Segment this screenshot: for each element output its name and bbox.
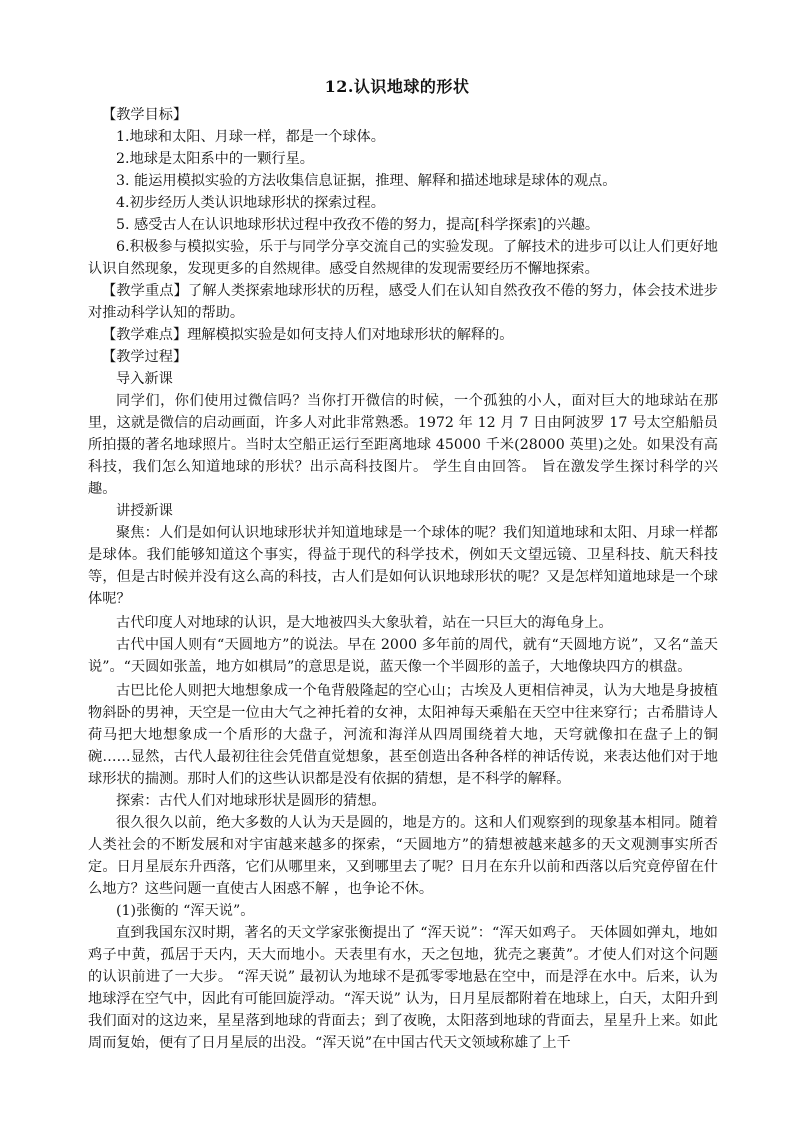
subheading-new-lesson: 讲授新课 [116, 503, 173, 519]
body-paragraph: 聚焦：人们是如何认识地球形状并知道地球是一个球体的呢？我们知道地球和太阳、月球一样都是球体。我们能够知道这个事实，得益于现代的科学技术，例如天文望远镜、卫星科技、航天科技等，但是古时候并没有这么高的科技，古人们是如何认识地球形状的呢？又是怎样知道地球是一个球体呢？ [88, 525, 718, 607]
document-body [88, 104, 718, 1054]
section-heading-process: 【教学过程】 [102, 349, 188, 365]
subheading-introduction: 导入新课 [116, 371, 173, 387]
page-title: 12.认识地球的形状 [324, 77, 470, 96]
body-paragraph: 古代印度人对地球的认识，是大地被四头大象驮着，站在一只巨大的海龟身上。 [116, 615, 613, 631]
body-paragraph: 探索：古代人们对地球形状是圆形的猜想。 [116, 793, 386, 809]
objective-item: 2.地球是太阳系中的一颗行星。 [116, 151, 314, 167]
objective-item: 4.初步经历人类认识地球形状的探索过程。 [116, 195, 385, 211]
objective-item: 1.地球和太阳、月球一样，都是一个球体。 [116, 129, 385, 145]
objective-item: 5. 感受古人在认识地球形状过程中孜孜不倦的努力，提高[科学探索]的兴趣。 [116, 217, 600, 233]
body-paragraph: 古巴比伦人则把大地想象成一个龟背般隆起的空心山；古埃及人更相信神灵，认为大地是身披植物斜卧的男神，天空是一位由大气之神托着的女神，太阳神每天乘船在天空中往来穿行；古希腊诗人荷马把大地想象成一个盾形的大盘子，河流和海洋从四周围绕着大地，天穹就像扣在盘子上的铜碗……显然，古代人最初往往会凭借直觉想象，甚至创造出各种各样的神话传说，来表达他们对于地球形状的揣测。那时人们的这些认识都是没有依据的猜想，是不科学的解释。 [88, 683, 718, 787]
objective-item: 3. 能运用模拟实验的方法收集信息证据，推理、解释和描述地球是球体的观点。 [116, 173, 617, 189]
body-paragraph: 直到我国东汉时期，著名的天文学家张衡提出了 “浑天说”：“浑天如鸡子。 天体圆如弹丸，地如鸡子中黄，孤居于天内，天大而地小。天表里有水，天之包地，犹壳之裹黄”。才使人们对这个问题的认识前进了一大步。 “浑天说” 最初认为地球不是孤零零地悬在空中，而是浮在水中。后来，认为地球浮在空气中，因此有可能回旋浮动。“浑天说” 认为，日月星辰都附着在地球上，白天，太阳升到我们面对的这边来，星星落到地球的背面去；到了夜晚，太阳落到地球的背面去，星星升上来。如此周而复始，便有了日月星辰的出没。“浑天说”在中国古代天文领域称雄了上千 [88, 925, 718, 1051]
section-heading-objectives: 【教学目标】 [102, 107, 188, 123]
difficult-points-paragraph: 【教学难点】理解模拟实验是如何支持人们对地球形状的解释的。 [102, 327, 514, 343]
objective-item: 6.积极参与模拟实验，乐于与同学分享交流自己的实验发现。了解技术的进步可以让人们更好地认识自然现象，发现更多的自然规律。感受自然规律的发现需要经历不懈地探索。 [88, 239, 718, 277]
body-paragraph: 同学们，你们使用过微信吗？当你打开微信的时候，一个孤独的小人，面对巨大的地球站在那里，这就是微信的启动画面，许多人对此非常熟悉。1972 年 12 月 7 日由阿波罗 17 号太空船船员所拍摄的著名地球照片。当时太空船正运行至距离地球 45000 千米(28000 英里)之处。如果没有高科技，我们怎么知道地球的形状？出示高科技图片。 学生自由回答。 旨在激发学生探讨科学的兴趣。 [88, 393, 718, 497]
key-points-paragraph: 【教学重点】了解人类探索地球形状的历程，感受人们在认知自然孜孜不倦的努力，体会技术进步对推动科学认知的帮助。 [88, 283, 718, 321]
body-paragraph: 很久很久以前，绝大多数的人认为天是圆的，地是方的。这和人们观察到的现象基本相同。随着人类社会的不断发展和对宇宙越来越多的探索，“天圆地方”的猜想被越来越多的天文观测事实所否定。日月星辰东升西落，它们从哪里来，又到哪里去了呢？日月在东升以前和西落以后究竟停留在什么地方？这些问题一直使古人困惑不解 ，也争论不休。 [88, 815, 718, 897]
subheading-zhang-heng: (1)张衡的 “浑天说”。 [116, 903, 255, 919]
body-paragraph: 古代中国人则有“天圆地方”的说法。早在 2000 多年前的周代，就有“天圆地方说”，又名“盖天说”。“天圆如张盖，地方如棋局”的意思是说，蓝天像一个半圆形的盖子，大地像块四方的棋盘。 [88, 637, 718, 675]
